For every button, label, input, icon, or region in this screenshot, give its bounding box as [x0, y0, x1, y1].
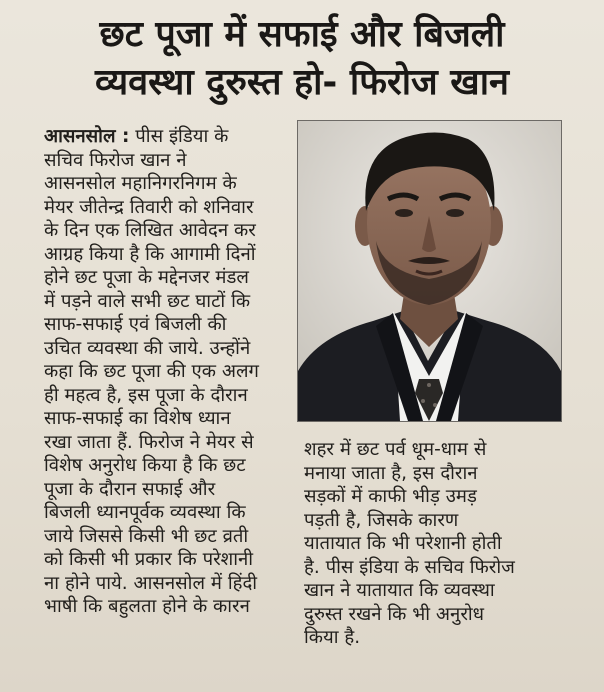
left-column-line: होने छट पूजा के मद्देनजर मंडल: [44, 267, 249, 288]
left-column-line: सचिव फिरोज खान ने: [44, 149, 187, 171]
left-column-line: के दिन एक लिखित आवेदन कर: [44, 220, 256, 241]
right-column-line: किया है.: [304, 627, 361, 648]
left-column-line: ना होने पाये. आसनसोल में हिंदी: [44, 572, 258, 594]
first-line: [44, 125, 284, 149]
right-column-line: खान ने यातायात कि व्यवस्था: [304, 580, 495, 601]
left-column-line: पूजा के दौरान सफाई और: [44, 478, 216, 500]
right-column-line: मनाया जाता है, इस दौरान: [304, 462, 478, 484]
left-column-line: जाये जिससे किसी भी छट व्रती: [44, 525, 249, 547]
right-column-line: पड़ती है, जिसके कारण: [304, 509, 459, 531]
left-column-line: भाषी कि बहुलता होने के कारन: [44, 596, 250, 617]
left-column-line: ही महत्व है, इस पूजा के दौरान: [44, 384, 248, 406]
left-column-line: में पड़ने वाले सभी छट घाटों कि: [44, 290, 251, 312]
headline-line-1: छट पूजा में सफाई और बिजली: [99, 14, 505, 55]
left-column-line: कहा कि छट पूजा की एक अलग: [44, 361, 259, 382]
left-column-line: विशेष अनुरोध किया है कि छट: [44, 455, 246, 476]
article-left-column: [44, 125, 284, 619]
left-column-line: साफ-सफाई का विशेष ध्यान: [44, 408, 231, 429]
left-column-line: बिजली ध्यानपूर्वक व्यवस्था कि: [44, 502, 246, 523]
right-column-line: सड़कों में काफी भीड़ उमड़: [304, 486, 477, 507]
left-column-line: उचित व्यवस्था की जाये. उन्होंने: [44, 337, 251, 359]
portrait-photo: [297, 120, 562, 422]
headline-line-2: व्यवस्था दुरुस्त हो- फिरोज खान: [94, 62, 510, 103]
article-right-column: [304, 438, 560, 650]
left-column-line: मेयर जीतेन्द्र तिवारी को शनिवार: [44, 196, 254, 218]
right-column-line: यातायात कि भी परेशानी होती: [304, 533, 502, 554]
right-column-line: दुरुस्त रखने कि भी अनुरोध: [304, 603, 485, 625]
portrait-illustration: [298, 121, 561, 421]
dateline: आसनसोल :: [44, 126, 130, 147]
right-column-line: शहर में छट पर्व धूम-धाम से: [304, 439, 487, 460]
left-column-line: पीस इंडिया के: [135, 126, 229, 147]
left-column-line: रखा जाता हैं. फिरोज ने मेयर से: [44, 431, 254, 453]
left-column-line: साफ-सफाई एवं बिजली की: [44, 314, 227, 335]
right-column-line: है. पीस इंडिया के सचिव फिरोज: [304, 556, 515, 578]
left-column-line: को किसी भी प्रकार कि परेशानी: [44, 549, 254, 570]
left-column-line: आसनसोल महानिगरनिगम के: [44, 173, 237, 194]
left-column-line: आग्रह किया है कि आगामी दिनों: [44, 243, 256, 265]
